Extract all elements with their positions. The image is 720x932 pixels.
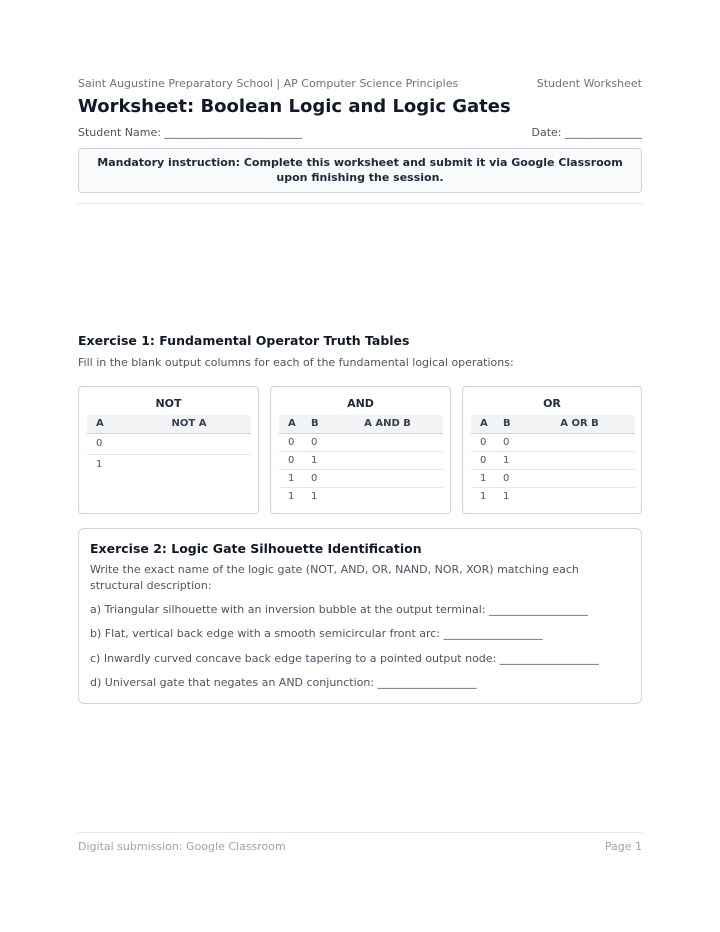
truth-table [87, 415, 251, 475]
table-header-row [87, 415, 251, 433]
table-cell: 0 [471, 451, 494, 469]
table-cell: 0 [279, 433, 302, 451]
output-cell[interactable] [524, 451, 635, 469]
question-d: d) Universal gate that negates an AND conjunction: __________________ [90, 676, 477, 689]
table-row [279, 433, 443, 451]
column-header: A OR B [524, 415, 635, 433]
table-row [471, 487, 635, 505]
table-row [87, 433, 251, 454]
worksheet-page [78, 0, 642, 932]
table-header-row [471, 415, 635, 433]
exercise-1-description: Fill in the blank output columns for each of the fundamental logical operations: [78, 356, 514, 369]
truth-table-title: OR [543, 397, 561, 410]
table-cell: 1 [480, 490, 487, 502]
output-cell[interactable] [127, 454, 251, 475]
exercise-2-title: Exercise 2: Logic Gate Silhouette Identification [90, 541, 422, 556]
question-a: a) Triangular silhouette with an inversion bubble at the output terminal: __________________ [90, 603, 588, 616]
truth-table [279, 415, 443, 505]
instruction-notice: Mandatory instruction: Complete this worksheet and submit it via Google Classroom upon finishing the session. [78, 148, 642, 193]
output-cell[interactable] [332, 433, 443, 451]
column-header: B [494, 415, 524, 433]
table-cell: 0 [494, 469, 524, 487]
truth-table-not [78, 386, 259, 514]
table-cell: 0 [87, 433, 127, 454]
table-cell: 1 [503, 490, 510, 502]
submission-note: Digital submission: Google Classroom [78, 840, 286, 853]
exercise-1-title: Exercise 1: Fundamental Operator Truth Tables [78, 333, 410, 348]
column-header: B [302, 415, 332, 433]
table-header-row [279, 415, 443, 433]
truth-table-title: AND [347, 397, 374, 410]
column-header: A AND B [332, 415, 443, 433]
document-type-label: Student Worksheet [536, 77, 642, 90]
table-cell: 1 [471, 469, 494, 487]
output-cell[interactable] [127, 433, 251, 454]
output-cell[interactable] [332, 451, 443, 469]
table-cell: 0 [279, 451, 302, 469]
output-cell[interactable] [332, 469, 443, 487]
output-cell[interactable] [332, 487, 443, 505]
footer-divider [78, 832, 642, 833]
question-c: c) Inwardly curved concave back edge tapering to a pointed output node: __________________ [90, 652, 599, 665]
table-row [87, 454, 251, 475]
table-cell: 1 [96, 459, 103, 471]
table-cell: 1 [288, 490, 295, 502]
table-cell: 0 [494, 433, 524, 451]
table-row [279, 469, 443, 487]
header-divider [78, 203, 642, 204]
table-cell: 1 [279, 469, 302, 487]
table-row [279, 451, 443, 469]
column-header: A [87, 415, 127, 433]
table-cell: 0 [471, 433, 494, 451]
table-cell: 0 [302, 469, 332, 487]
output-cell[interactable] [524, 433, 635, 451]
page-header [78, 77, 642, 93]
page-number: Page 1 [604, 840, 642, 853]
student-name-field: Student Name: _________________________ [78, 126, 302, 139]
truth-table-and [270, 386, 451, 514]
table-cell: 1 [494, 451, 524, 469]
column-header: A [279, 415, 302, 433]
truth-table-title: NOT [155, 397, 182, 410]
output-cell[interactable] [524, 469, 635, 487]
table-row [279, 487, 443, 505]
school-course-label: Saint Augustine Preparatory School | AP Computer Science Principles [78, 77, 459, 90]
table-cell: 1 [311, 490, 318, 502]
date-field: Date: ______________ [531, 126, 642, 139]
column-header: A [471, 415, 494, 433]
table-row [471, 469, 635, 487]
table-cell: 0 [302, 433, 332, 451]
exercise-2-description: Write the exact name of the logic gate (NOT, AND, OR, NAND, NOR, XOR) matching each structural description: [90, 563, 579, 592]
page-title: Worksheet: Boolean Logic and Logic Gates [78, 96, 511, 117]
table-cell: 1 [302, 451, 332, 469]
exercise-2-card [78, 528, 642, 704]
table-row [471, 433, 635, 451]
truth-table [471, 415, 635, 505]
output-cell[interactable] [524, 487, 635, 505]
column-header: NOT A [127, 415, 251, 433]
truth-table-or [462, 386, 642, 514]
table-row [471, 451, 635, 469]
question-b: b) Flat, vertical back edge with a smooth semicircular front arc: __________________ [90, 627, 543, 640]
